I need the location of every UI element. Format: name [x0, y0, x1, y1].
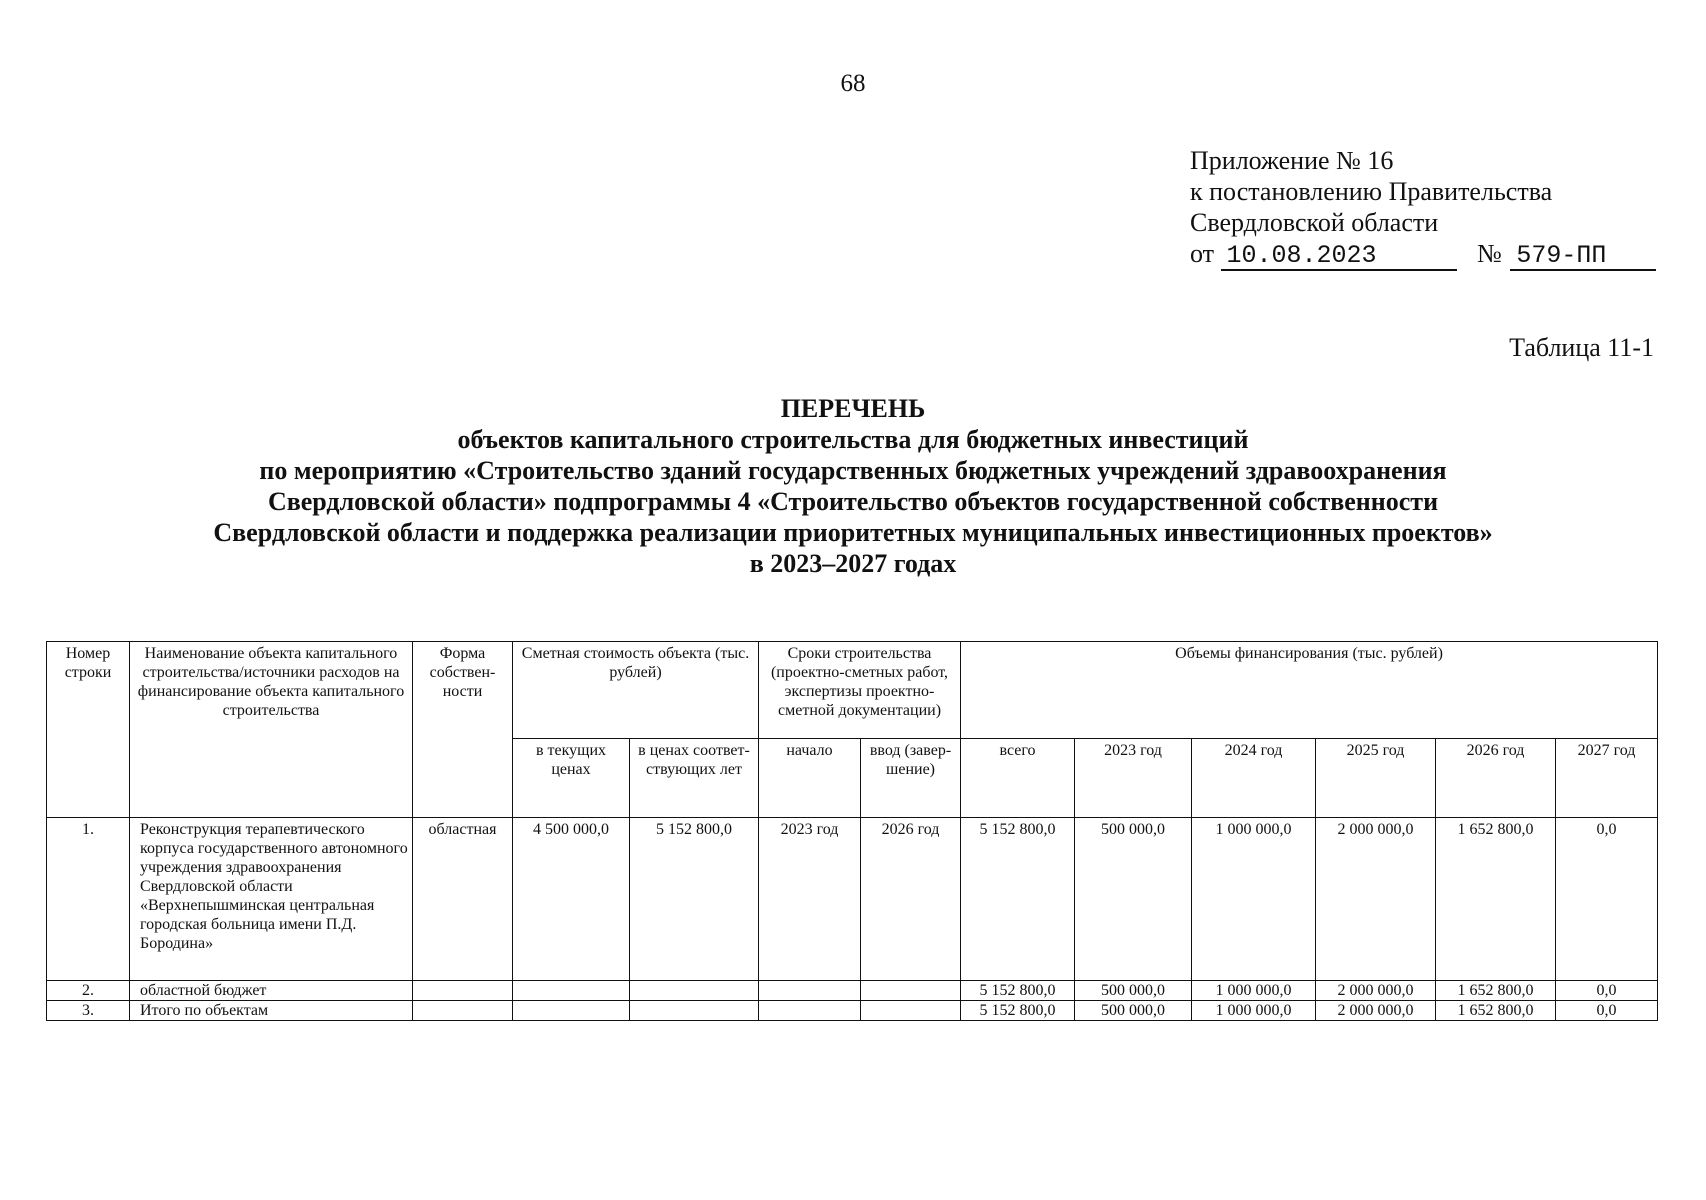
cell-total: 5 152 800,0: [961, 981, 1075, 1001]
header-2024: 2024 год: [1192, 739, 1316, 818]
cell-cost-current: 4 500 000,0: [513, 818, 630, 981]
cell-start: [759, 981, 861, 1001]
appendix-line-3: Свердловской области: [1190, 208, 1439, 237]
cell-end: 2026 год: [861, 818, 961, 981]
title-line-5: Свердловской области и поддержка реализации приоритетных муниципальных инвестиционных проектов»: [213, 518, 1493, 547]
header-construction-period: Сроки строительства (проектно-сметных работ, экспертизы проектно-сметной документации): [759, 642, 961, 739]
table-row: [47, 981, 1658, 1001]
cell-2024: 1 000 000,0: [1192, 818, 1316, 981]
cell-2027: 0,0: [1556, 818, 1658, 981]
cell-2027: 0,0: [1556, 1001, 1658, 1021]
title-line-6: в 2023–2027 годах: [749, 549, 957, 578]
header-year-prices: в ценах соответ-ствующих лет: [630, 739, 759, 818]
header-2023: 2023 год: [1075, 739, 1192, 818]
title-line-1: ПЕРЕЧЕНЬ: [780, 394, 926, 423]
appendix-date-line: [1190, 238, 1656, 271]
cell-name: областной бюджет: [130, 981, 413, 1001]
header-row-number: Номер строки: [47, 642, 130, 818]
table-row: [47, 1001, 1658, 1021]
cell-2024: 1 000 000,0: [1192, 1001, 1316, 1021]
header-current-prices: в текущих ценах: [513, 739, 630, 818]
cell-2023: 500 000,0: [1075, 981, 1192, 1001]
cell-ownership: областная: [413, 818, 513, 981]
cell-num: 1.: [47, 818, 130, 981]
cell-2025: 2 000 000,0: [1316, 818, 1436, 981]
header-row-1: [47, 642, 1658, 739]
cell-total: 5 152 800,0: [961, 1001, 1075, 1021]
cell-cost-current: [513, 1001, 630, 1021]
cell-name: Итого по объектам: [130, 1001, 413, 1021]
header-estimated-cost: Сметная стоимость объекта (тыс. рублей): [513, 642, 759, 739]
cell-num: 2.: [47, 981, 130, 1001]
cell-ownership: [413, 1001, 513, 1021]
title-line-2: объектов капитального строительства для бюджетных инвестиций: [457, 425, 1249, 454]
number-prefix: №: [1477, 239, 1502, 268]
page-number: 68: [840, 70, 866, 97]
cell-cost-current: [513, 981, 630, 1001]
cell-start: 2023 год: [759, 818, 861, 981]
decree-date: 10.08.2023: [1221, 242, 1457, 271]
document-title: [0, 393, 1706, 579]
cell-name: Реконструкция терапевтического корпуса государственного автономного учреждения здравоохранения Свердловской области «Верхнепышминская центральная городская больница имени П.Д. Бородина»: [130, 818, 413, 981]
cell-cost-years: [630, 981, 759, 1001]
appendix-line-2: к постановлению Правительства: [1190, 177, 1553, 206]
cell-2023: 500 000,0: [1075, 818, 1192, 981]
header-total: всего: [961, 739, 1075, 818]
table-label: Таблица 11-1: [1509, 333, 1654, 362]
objects-table: [46, 641, 1658, 1021]
header-2025: 2025 год: [1316, 739, 1436, 818]
cell-2026: 1 652 800,0: [1436, 1001, 1556, 1021]
header-2026: 2026 год: [1436, 739, 1556, 818]
cell-cost-years: 5 152 800,0: [630, 818, 759, 981]
cell-cost-years: [630, 1001, 759, 1021]
header-funding-volume: Объемы финансирования (тыс. рублей): [961, 642, 1658, 739]
appendix-block: [1190, 145, 1656, 271]
cell-start: [759, 1001, 861, 1021]
cell-2024: 1 000 000,0: [1192, 981, 1316, 1001]
cell-end: [861, 1001, 961, 1021]
header-start: начало: [759, 739, 861, 818]
header-object-name: Наименование объекта капитального строительства/источники расходов на финансирование объекта капитального строительства: [130, 642, 413, 818]
header-completion: ввод (завер-шение): [861, 739, 961, 818]
cell-2025: 2 000 000,0: [1316, 981, 1436, 1001]
cell-num: 3.: [47, 1001, 130, 1021]
header-ownership: Форма собствен-ности: [413, 642, 513, 818]
date-prefix: от: [1190, 239, 1215, 268]
cell-end: [861, 981, 961, 1001]
appendix-line-1: Приложение № 16: [1190, 146, 1394, 175]
title-line-3: по мероприятию «Строительство зданий государственных бюджетных учреждений здравоохранения: [259, 456, 1447, 485]
header-2027: 2027 год: [1556, 739, 1658, 818]
title-line-4: Свердловской области» подпрограммы 4 «Строительство объектов государственной собственности: [267, 487, 1439, 516]
cell-2023: 500 000,0: [1075, 1001, 1192, 1021]
cell-ownership: [413, 981, 513, 1001]
cell-2026: 1 652 800,0: [1436, 818, 1556, 981]
cell-2026: 1 652 800,0: [1436, 981, 1556, 1001]
cell-2027: 0,0: [1556, 981, 1658, 1001]
table-row: [47, 818, 1658, 981]
cell-total: 5 152 800,0: [961, 818, 1075, 981]
cell-2025: 2 000 000,0: [1316, 1001, 1436, 1021]
decree-number: 579-ПП: [1510, 242, 1656, 271]
